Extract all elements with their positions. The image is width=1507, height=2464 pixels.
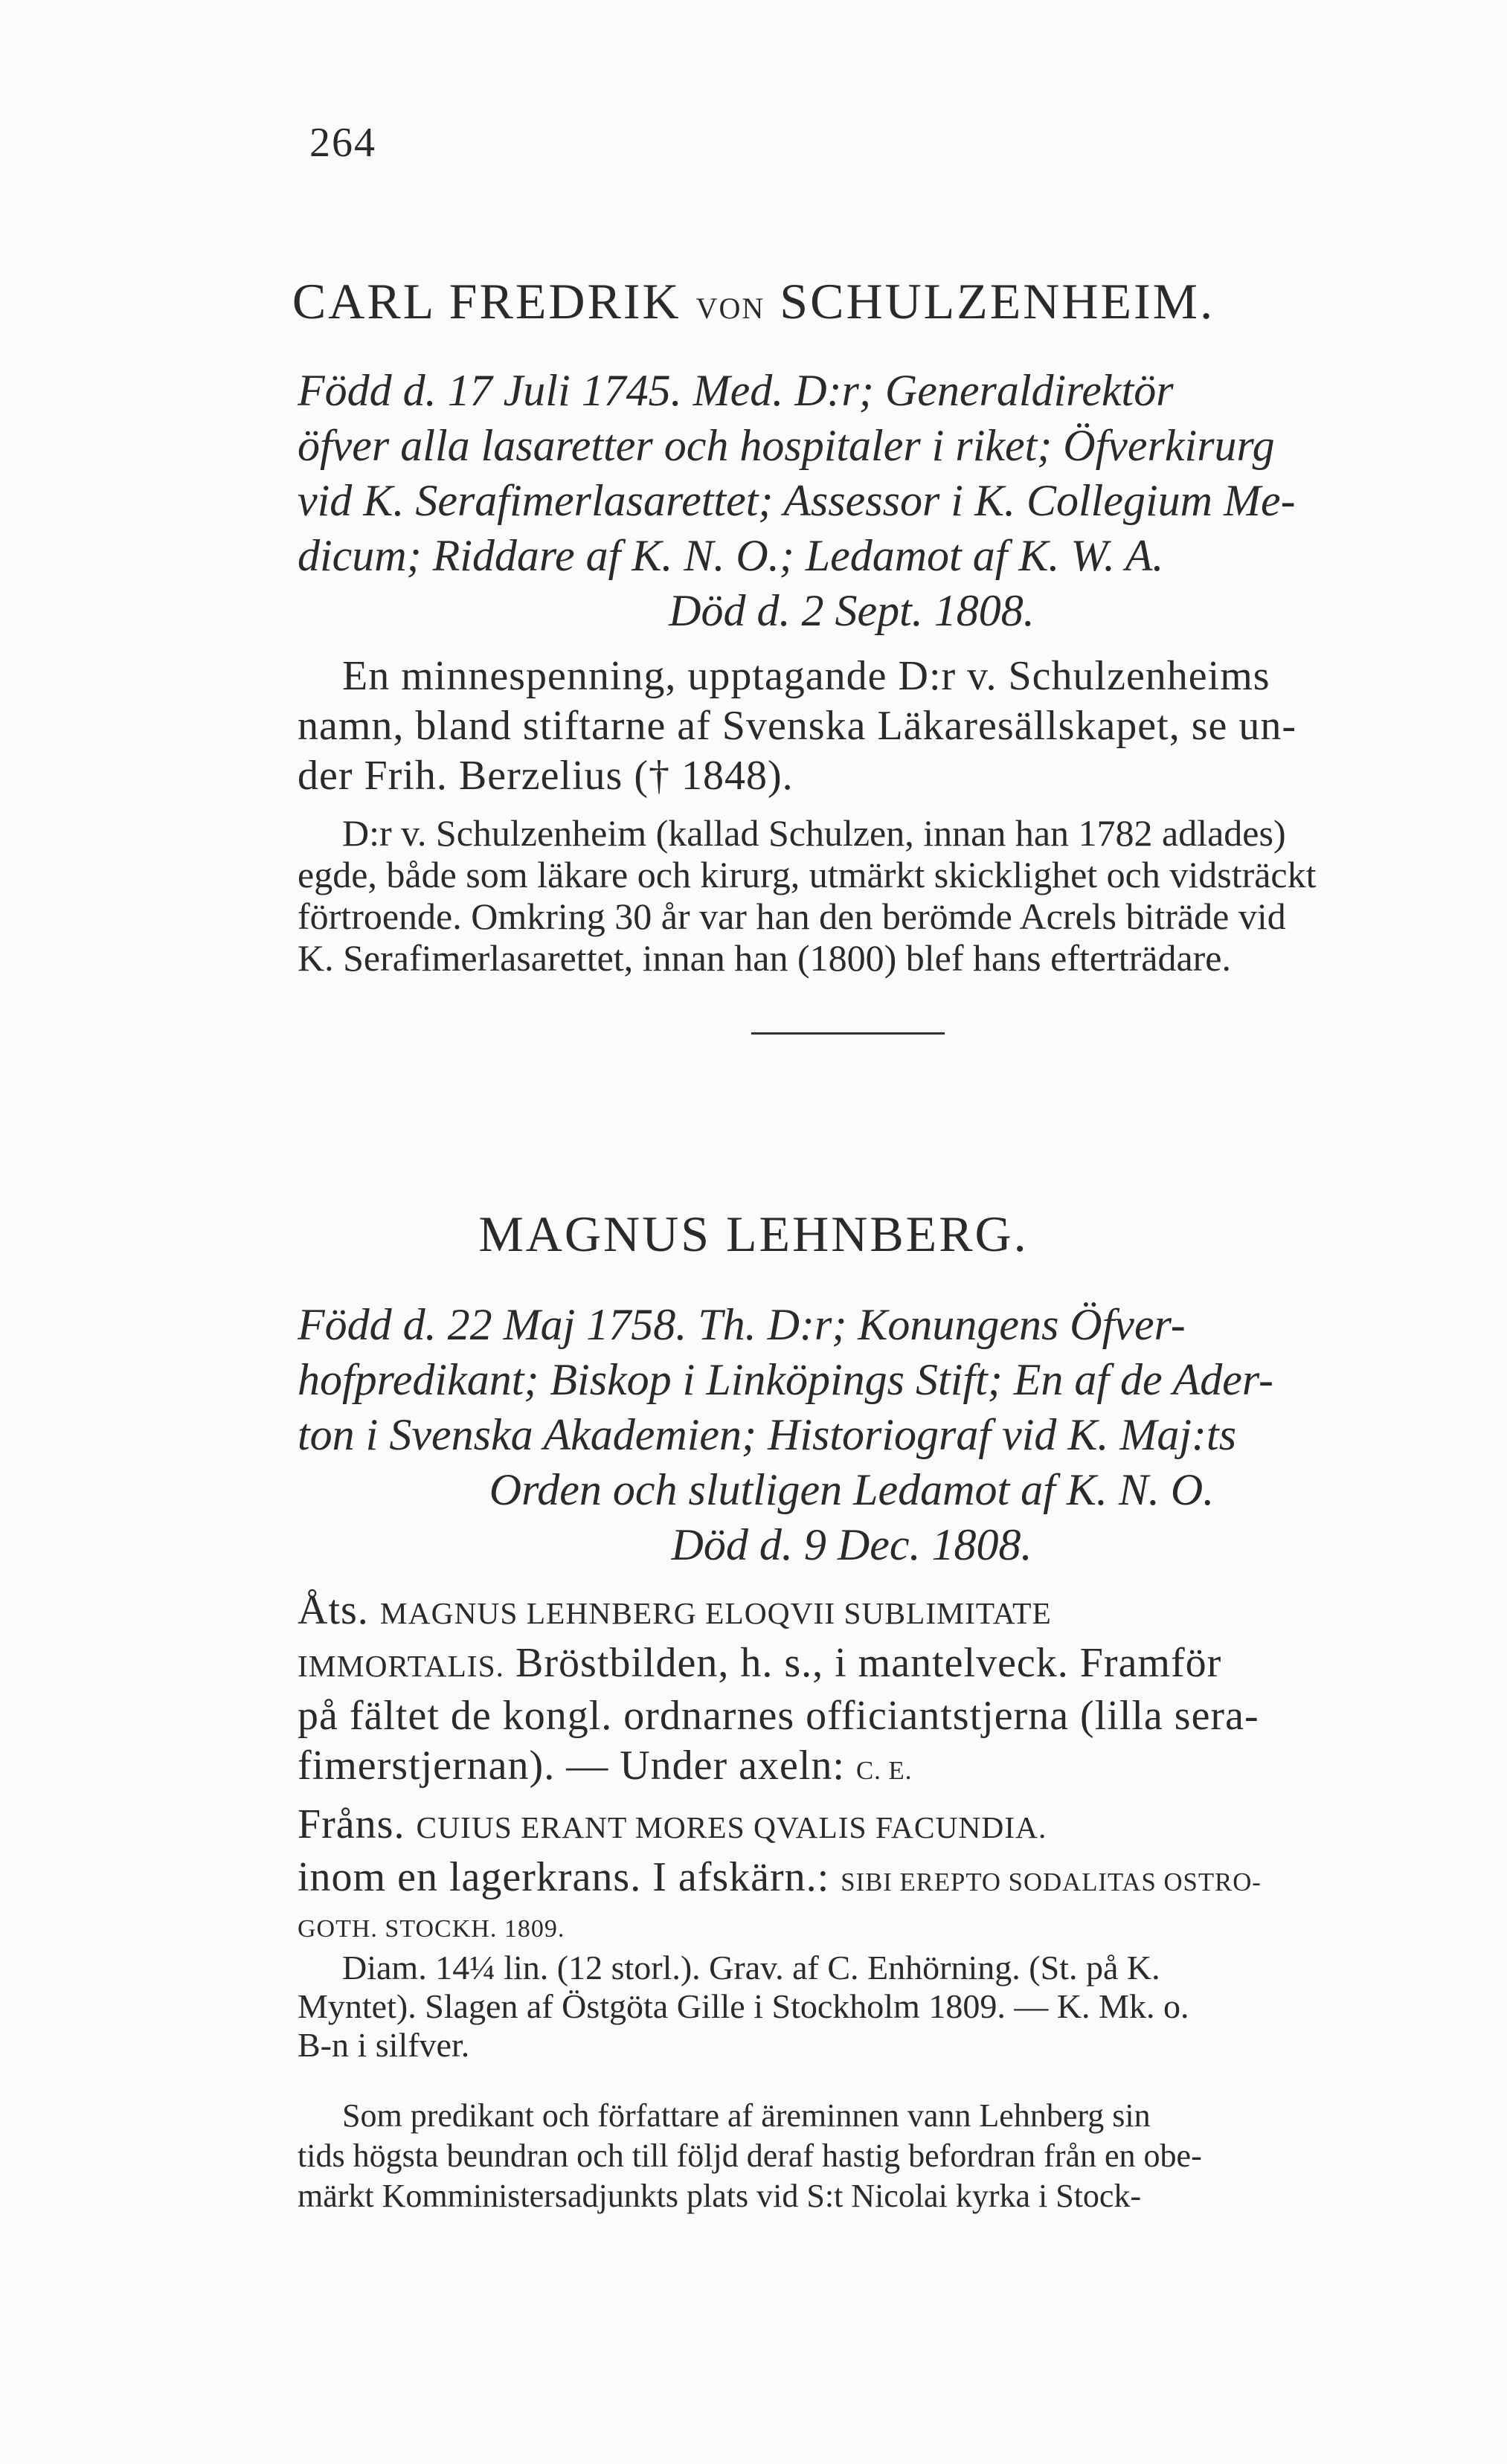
entry-title-lehnberg: MAGNUS LEHNBERG. bbox=[478, 1206, 1029, 1262]
bio-line: ton i Svenska Akademien; Historiograf vid K. Maj:ts bbox=[298, 1410, 1237, 1459]
ats-inscription: MAGNUS LEHNBERG ELOQVII SUBLIMITATE bbox=[379, 1596, 1052, 1630]
text-line: namn, bland stiftarne af Svenska Läkaresällskapet, se un- bbox=[298, 703, 1297, 749]
text-line: Diam. 14¼ lin. (12 storl.). Grav. af C. Enhörning. (St. på K. bbox=[342, 1949, 1160, 1987]
text-line: på fältet de kongl. ordnarnes officiantstjerna (lilla sera- bbox=[298, 1693, 1259, 1739]
ats-mark: C. E. bbox=[855, 1756, 913, 1785]
text-line: förtroende. Omkring 30 år var han den berömde Acrels biträde vid bbox=[298, 895, 1286, 937]
text-line: tids högsta beundran och till följd deraf hastig befordran från en obe- bbox=[298, 2137, 1202, 2174]
text-line: D:r v. Schulzenheim (kallad Schulzen, innan han 1782 adlades) bbox=[342, 812, 1286, 854]
ats-text: fimerstjernan). — Under axeln: bbox=[298, 1743, 845, 1789]
bio-line: dicum; Riddare af K. N. O.; Ledamot af K. W. A. bbox=[298, 531, 1164, 580]
para-minnespenning bbox=[298, 652, 1450, 801]
frans-inscription-2: SIBI EREPTO SODALITAS OSTRO- bbox=[841, 1868, 1262, 1897]
ats-inscription-cont: IMMORTALIS. bbox=[298, 1649, 504, 1683]
para-frans bbox=[298, 1800, 1450, 1952]
text-line: GOTH. STOCKH. 1809. bbox=[298, 1915, 565, 1943]
text-line: Som predikant och författare af äreminnen vann Lehnberg sin bbox=[342, 2097, 1151, 2134]
ats-label: Åts. bbox=[298, 1587, 369, 1633]
bio-line: Född d. 17 Juli 1745. Med. D:r; Generaldirektör bbox=[298, 366, 1174, 415]
section-divider bbox=[751, 1032, 945, 1035]
para-predikant bbox=[298, 2096, 1450, 2216]
text-line bbox=[298, 1800, 1450, 1853]
bio-line: hofpredikant; Biskop i Linköpings Stift; En af de Ader- bbox=[298, 1355, 1273, 1404]
bio-line: öfver alla lasaretter och hospitaler i riket; Öfverkirurg bbox=[298, 421, 1275, 470]
bio-lehnberg bbox=[298, 1297, 1406, 1572]
bio-death: Död d. 9 Dec. 1808. bbox=[671, 1520, 1032, 1569]
para-biography-schulzenheim bbox=[298, 812, 1450, 979]
entry-title-schulzenheim bbox=[0, 272, 1507, 331]
text-line: En minnespenning, upptagande D:r v. Schulzenheims bbox=[342, 653, 1270, 699]
bio-line: vid K. Serafimerlasarettet; Assessor i K. Collegium Me- bbox=[298, 476, 1296, 525]
bio-line: Född d. 22 Maj 1758. Th. D:r; Konungens Öfver- bbox=[298, 1300, 1186, 1349]
text-line: Myntet). Slagen af Östgöta Gille i Stockholm 1809. — K. Mk. o. bbox=[298, 1987, 1189, 2025]
bio-line: Orden och slutligen Ledamot af K. N. O. bbox=[489, 1465, 1215, 1514]
bio-schulzenheim bbox=[298, 363, 1406, 638]
frans-label: Fråns. bbox=[298, 1801, 405, 1847]
para-ats bbox=[298, 1586, 1450, 1795]
text-line: K. Serafimerlasarettet, innan han (1800) blef hans efterträdare. bbox=[298, 937, 1231, 979]
text-line bbox=[298, 1586, 1450, 1638]
text-line: märkt Komministersadjunkts plats vid S:t Nicolai kyrka i Stock- bbox=[298, 2178, 1142, 2214]
bio-death: Död d. 2 Sept. 1808. bbox=[669, 586, 1035, 635]
title-von: VON bbox=[695, 292, 765, 325]
text-line bbox=[298, 1853, 1450, 1907]
page-number: 264 bbox=[309, 120, 376, 166]
para-diam bbox=[298, 1949, 1450, 2065]
text-line: der Frih. Berzelius († 1848). bbox=[298, 753, 794, 799]
frans-text: inom en lagerkrans. I afskärn.: bbox=[298, 1854, 830, 1900]
title-last-name: SCHULZENHEIM. bbox=[780, 273, 1215, 329]
text-line: B-n i silfver. bbox=[298, 2026, 470, 2064]
text-line bbox=[298, 1638, 1450, 1691]
text-line bbox=[298, 1741, 1450, 1795]
frans-inscription: CUIUS ERANT MORES QVALIS FACUNDIA. bbox=[416, 1810, 1047, 1844]
ats-text: Bröstbilden, h. s., i mantelveck. Framför bbox=[515, 1640, 1222, 1686]
title-first-name: CARL FREDRIK bbox=[292, 273, 681, 329]
text-line: egde, både som läkare och kirurg, utmärkt skicklighet och vidsträckt bbox=[298, 854, 1317, 895]
